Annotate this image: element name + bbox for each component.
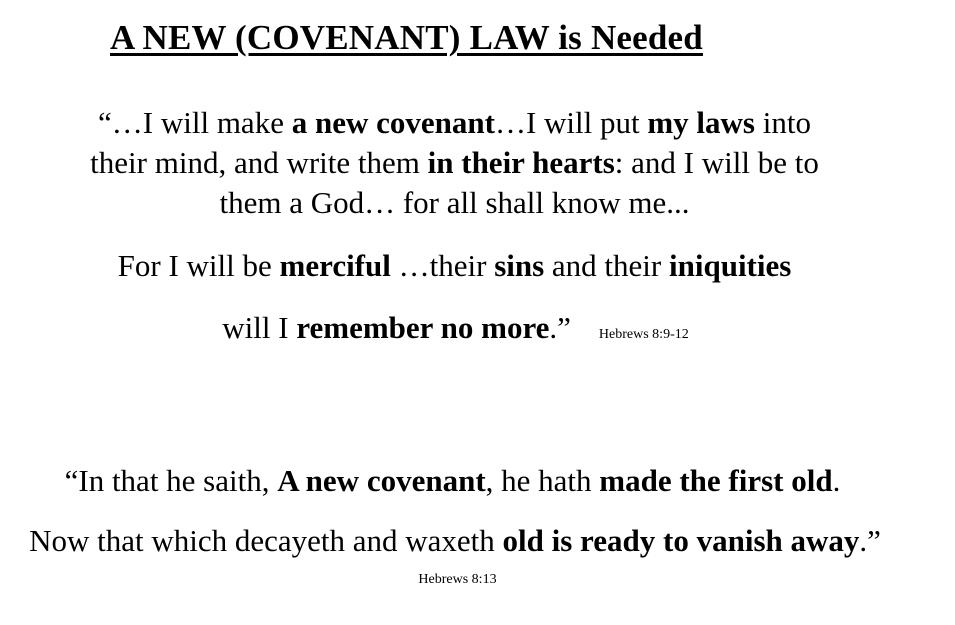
bold-text: a new covenant [291,105,495,140]
quote2-line2 [0,523,925,559]
bold-text: merciful [279,248,391,283]
quote1-line3 [0,185,932,221]
bold-text: A new covenant [277,463,486,498]
text: Now that which decayeth and waxeth [29,523,503,558]
citation-2: Hebrews 8:13 [418,572,497,587]
text: : and I will be to [614,145,819,180]
text: and their [544,248,669,283]
bold-text: iniquities [669,248,792,283]
bold-text: old is ready to vanish away [502,523,860,558]
text: them a God… for all shall know me... [219,185,690,220]
bold-text: sins [494,248,545,283]
text: .” [859,523,881,558]
text: . [832,463,841,498]
slide-title: A NEW (COVENANT) LAW is Needed [110,18,703,57]
text: …I will put [494,105,648,140]
text: For I will be [117,248,280,283]
bold-text: in their hearts [427,145,615,180]
quote1-line2 [0,145,932,181]
text: …their [390,248,495,283]
quote1-line5 [0,310,933,346]
quote1-line1 [0,105,932,141]
text: will I [222,310,297,345]
bold-text: made the first old [599,463,833,498]
text: their mind, and write them [90,145,428,180]
text: .” [549,310,571,345]
citation-1: Hebrews 8:9-12 [598,326,689,342]
text: into [755,105,811,140]
quote2-line1 [0,463,930,499]
bold-text: remember no more [296,310,550,345]
quote1-line4 [0,248,932,284]
bold-text: my laws [647,105,755,140]
text: “In that he saith, [64,463,278,498]
text: , he hath [485,463,600,498]
text: “…I will make [98,105,292,140]
